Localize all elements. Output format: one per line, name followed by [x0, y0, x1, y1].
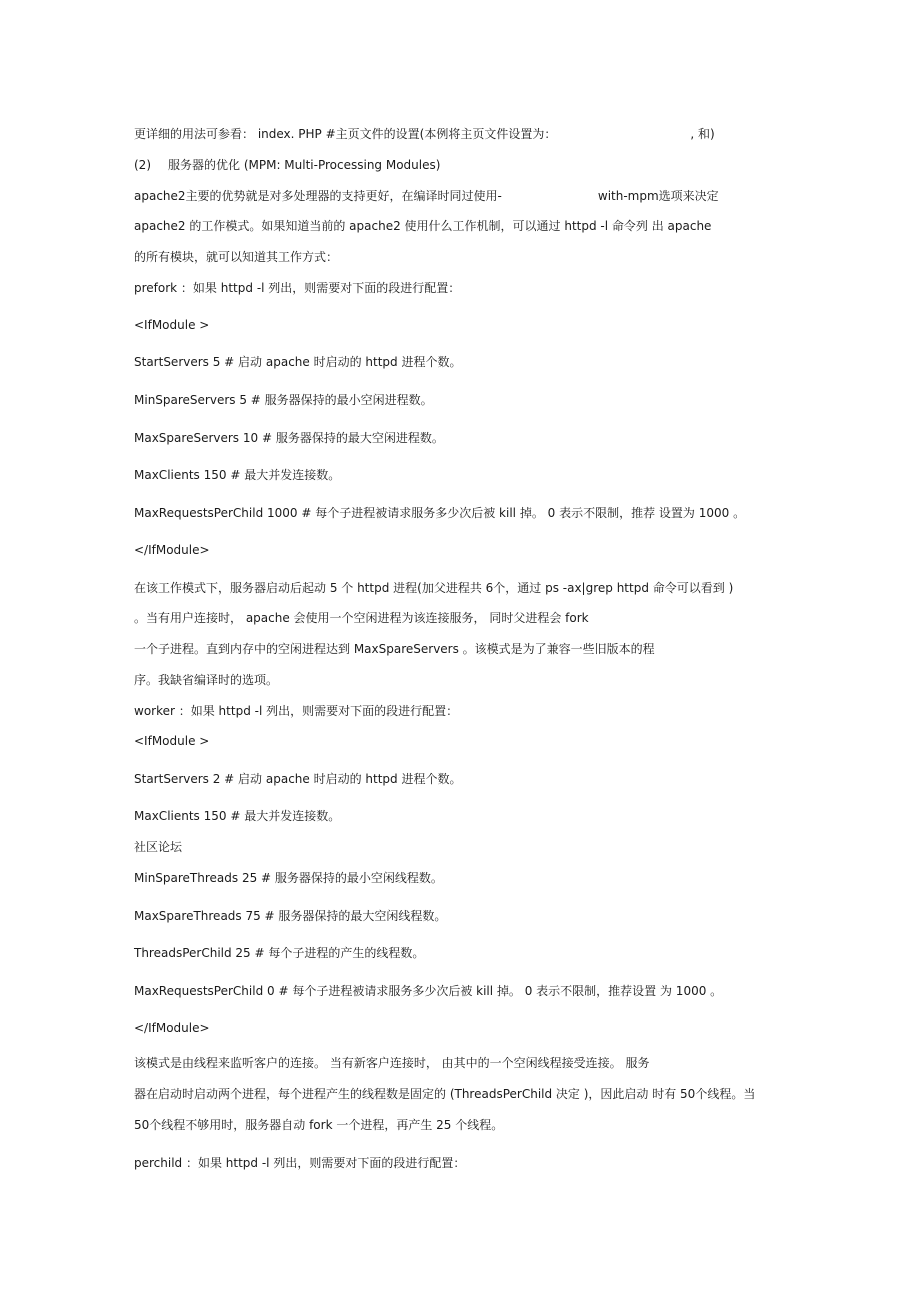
section-number: (2) [134, 158, 151, 172]
code-line: </IfModule> [134, 543, 210, 557]
text-line: 的所有模块，就可以知道其工作方式： [134, 250, 339, 264]
code-line: MaxClients 150 # 最大并发连接数。 [134, 809, 341, 823]
text-line [134, 126, 715, 142]
text-fragment: 更详细的用法可参看： index. PHP #主页文件的设置(本例将主页文件设置为： [134, 127, 557, 141]
code-line: MaxSpareServers 10 # 服务器保持的最大空闲进程数。 [134, 431, 444, 445]
code-line: MaxClients 150 # 最大并发连接数。 [134, 468, 341, 482]
text-line: 。当有用户连接时， apache 会使用一个空闲进程为该连接服务， 同时父进程会 fork [134, 611, 589, 625]
code-line: MaxRequestsPerChild 1000 # 每个子进程被请求服务多少次后被 kill 掉。 0 表示不限制，推荐 设置为 1000 。 [134, 506, 746, 520]
text-fragment: with-mpm选项来决定 [597, 189, 719, 203]
text-line: 序。我缺省编译时的选项。 [134, 673, 279, 687]
code-line: <IfModule > [134, 734, 210, 748]
text-line: perchild ：如果 httpd -l 列出，则需要对下面的段进行配置： [134, 1156, 466, 1170]
text-line: apache2 的工作模式。如果知道当前的 apache2 使用什么工作机制，可以通过 httpd -l 命令列 出 apache [134, 219, 712, 233]
code-line: ThreadsPerChild 25 # 每个子进程的产生的线程数。 [134, 946, 425, 960]
text-line: 50个线程不够用时，服务器自动 fork 一个进程，再产生 25 个线程。 [134, 1118, 504, 1132]
text-fragment: apache2主要的优势就是对多处理器的支持更好，在编译时同过使用- [134, 189, 502, 203]
text-line: prefork ：如果 httpd -l 列出，则需要对下面的段进行配置： [134, 281, 461, 295]
code-line: MaxRequestsPerChild 0 # 每个子进程被请求服务多少次后被 kill 掉。 0 表示不限制，推荐设置 为 1000 。 [134, 984, 723, 998]
text-line [134, 188, 719, 204]
section-heading [134, 157, 440, 173]
text-line: worker ：如果 httpd -l 列出，则需要对下面的段进行配置： [134, 704, 459, 718]
text-line: 一个子进程。直到内存中的空闲进程达到 MaxSpareServers 。该模式是为了兼容一些旧版本的程 [134, 642, 655, 656]
code-line: </IfModule> [134, 1021, 210, 1035]
text-line: 器在启动时启动两个进程，每个进程产生的线程数是固定的 (ThreadsPerChild 决定 )，因此启动 时有 50个线程。当 [134, 1087, 756, 1101]
text-line: 在该工作模式下，服务器启动后起动 5 个 httpd 进程(加父进程共 6个，通过 ps -ax|grep httpd 命令可以看到 ) [134, 581, 734, 595]
code-line: <IfModule > [134, 318, 210, 332]
code-line: MinSpareServers 5 # 服务器保持的最小空闲进程数。 [134, 393, 433, 407]
code-line: StartServers 2 # 启动 apache 时启动的 httpd 进程个数。 [134, 772, 462, 786]
code-line: StartServers 5 # 启动 apache 时启动的 httpd 进程个数。 [134, 355, 462, 369]
text-fragment: , 和) [690, 127, 715, 141]
section-title: 服务器的优化 (MPM: Multi-Processing Modules) [168, 158, 441, 172]
text-line: 该模式是由线程来监听客户的连接。 当有新客户连接时， 由其中的一个空闲线程接受连接。 服务 [134, 1056, 650, 1070]
text-line: 社区论坛 [134, 840, 183, 854]
code-line: MaxSpareThreads 75 # 服务器保持的最大空闲线程数。 [134, 909, 447, 923]
code-line: MinSpareThreads 25 # 服务器保持的最小空闲线程数。 [134, 871, 443, 885]
